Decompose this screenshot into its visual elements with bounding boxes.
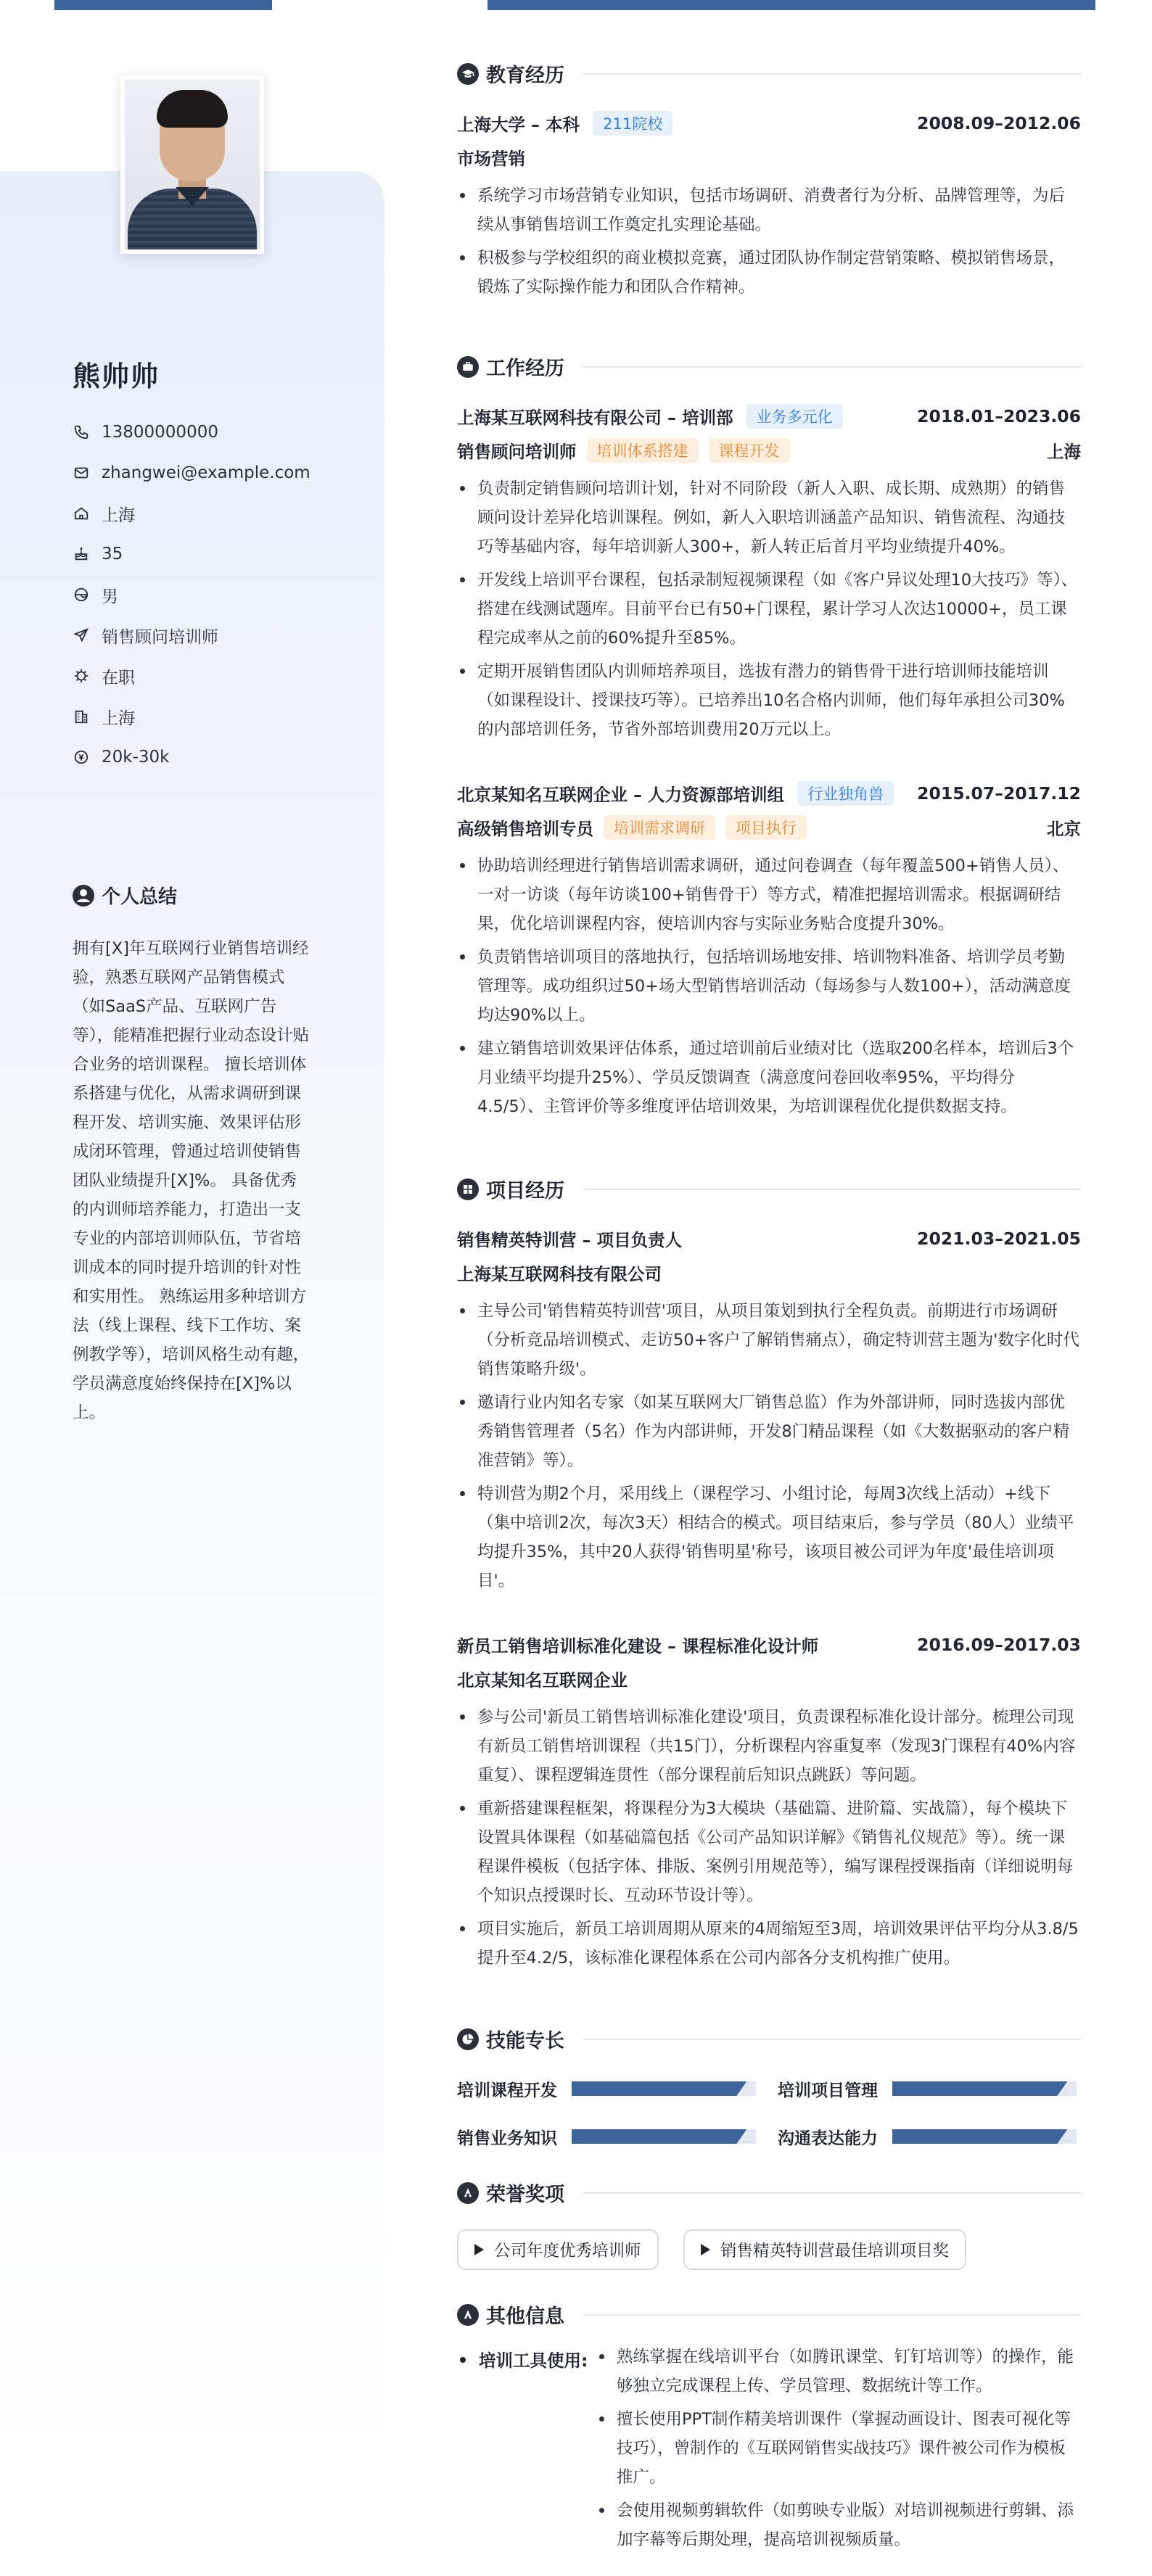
work-role: 销售顾问培训师: [457, 442, 577, 462]
info-location: [73, 493, 310, 534]
info-icon: [457, 2304, 479, 2326]
list-item: 协助培训经理进行销售培训需求调研，通过问卷调查（每年覆盖500+销售人员）、一对一访谈（每年访谈100+销售骨干）等方式，精准把握培训需求。根据调研结果，优化培训课程内容，使培训内容与实际业务贴合度提升30%。: [457, 851, 1081, 938]
avatar: [120, 75, 264, 254]
skills-heading: [457, 2025, 1081, 2053]
other-title: 其他信息: [486, 2305, 564, 2328]
project-org: 北京某知名互联网企业: [457, 1670, 628, 1690]
list-item: 熟练掌握在线培训平台（如腾讯课堂、钉钉培训等）的操作，能够独立完成课程上传、学员管理、数据统计等工作。: [596, 2342, 1081, 2400]
age-value: 35: [102, 545, 123, 564]
education-heading: [457, 59, 1081, 88]
status-value: 在职: [102, 668, 135, 688]
location-value: 上海: [102, 505, 135, 525]
building-icon: [73, 708, 90, 725]
phone-value: 13800000000: [102, 423, 218, 442]
skill-label: 销售业务知识: [457, 2129, 557, 2148]
info-position: [73, 615, 310, 656]
list-item: 定期开展销售团队内训师培养项目，选拔有潜力的销售骨干进行培训师技能培训（如课程设计、授课技巧等）。已培养出10名合格内训师，他们每年承担公司30%的内部培训任务，节省外部培训费用20万元以上。: [457, 657, 1081, 744]
other-bullets: [596, 2342, 1081, 2554]
send-icon: [73, 627, 90, 644]
list-item: 特训营为期2个月，采用线上（课程学习、小组讨论，每周3次线上活动）+线下（集中培训2次，每次3天）相结合的模式。项目结束后，参与学员（80人）业绩平均提升35%，其中20人获得'销售明星'称号，该项目被公司评为年度'最佳培训项目'。: [457, 1479, 1081, 1595]
project-entry-1: [457, 1224, 1081, 1600]
project-date: 2021.03–2021.05: [917, 1229, 1081, 1249]
list-item: 会使用视频剪辑软件（如剪映专业版）对培训视频进行剪辑、添加字幕等后期处理，提高培训视频质量。: [596, 2496, 1081, 2554]
award-label: 公司年度优秀培训师: [494, 2242, 641, 2261]
salary-value: 20k-30k: [102, 748, 170, 767]
info-status: [73, 656, 310, 696]
project-bullets: [457, 1297, 1081, 1595]
projects-title: 项目经历: [486, 1180, 564, 1202]
info-target-city: [73, 696, 310, 737]
grid-icon: [457, 1178, 479, 1200]
summary-title: 个人总结: [102, 886, 178, 908]
role-tag: 课程开发: [709, 438, 790, 463]
skills-title: 技能专长: [486, 2030, 564, 2052]
work-entry-2: [457, 779, 1081, 1126]
education-school: 上海大学 – 本科: [457, 115, 580, 135]
top-accent-bar-right: [487, 0, 1095, 10]
education-title: 教育经历: [486, 65, 564, 87]
work-company: 上海某互联网科技有限公司 – 培训部: [457, 408, 733, 428]
project-bullets: [457, 1703, 1081, 1973]
work-city: 上海: [1047, 442, 1081, 462]
info-age: [73, 534, 310, 574]
info-phone: [73, 412, 310, 453]
awards-heading: [457, 2179, 1081, 2207]
education-entry: [457, 109, 1081, 306]
work-bullets: [457, 474, 1081, 744]
list-item: 项目实施后，新员工培训周期从原来的4周缩短至3周，培训效果评估平均分从3.8/5提升至4.2/5，该标准化课程体系在公司内部各分支机构推广使用。: [457, 1915, 1081, 1973]
info-salary: [73, 737, 310, 777]
project-name: 销售精英特训营 – 项目负责人: [457, 1230, 683, 1250]
skill-bar: [892, 2081, 1077, 2096]
skill-bar: [572, 2129, 756, 2144]
skill-item: [778, 2074, 1077, 2103]
awards-title: 荣誉奖项: [486, 2184, 564, 2206]
skill-bar: [892, 2129, 1077, 2144]
summary-heading: [73, 882, 177, 909]
list-item: 系统学习市场营销专业知识，包括市场调研、消费者行为分析、品牌管理等，为后续从事销售培训工作奠定扎实理论基础。: [457, 181, 1081, 239]
work-city: 北京: [1047, 819, 1081, 839]
work-company: 北京某知名互联网企业 – 人力资源部培训组: [457, 785, 785, 805]
skill-bar: [572, 2081, 756, 2096]
summary-text: 拥有[X]年互联网行业销售培训经验，熟悉互联网产品销售模式（如SaaS产品、互联网广告等），能精准把握行业动态设计贴合业务的培训课程。 擅长培训体系搭建与优化，从需求调研到课程开发、培训实施、效果评估形成闭环管理，曾通过培训使销售团队业绩提升[X]%。 具备优秀的内训师培养能力，打造出一支专业的内部培训师队伍，节省培训成本的同时提升培训的针对性和实用性。 熟练运用多种培训方法（线上课程、线下工作坊、案例教学等），培训风格生动有趣，学员满意度始终保持在[X]%以上。: [73, 939, 310, 1422]
project-date: 2016.09–2017.03: [917, 1635, 1081, 1655]
position-value: 销售顾问培训师: [102, 627, 218, 647]
list-item: 负责销售培训项目的落地执行，包括培训场地安排、培训物料准备、培训学员考勤管理等。成功组织过50+场大型销售培训活动（每场参与人数100+），活动满意度均达90%以上。: [457, 943, 1081, 1030]
phone-icon: [73, 424, 90, 441]
award-badge: [683, 2229, 966, 2270]
work-role: 高级销售培训专员: [457, 819, 593, 839]
target-city-value: 上海: [102, 709, 135, 728]
skill-label: 培训课程开发: [457, 2081, 557, 2100]
project-entry-2: [457, 1630, 1081, 1977]
award-icon: [457, 2182, 479, 2204]
work-bullets: [457, 851, 1081, 1121]
education-tag: 211院校: [593, 111, 672, 136]
role-tag: 项目执行: [725, 815, 807, 840]
award-badge: [457, 2229, 659, 2270]
cake-icon: [73, 545, 90, 563]
candidate-name: 熊帅帅: [73, 360, 160, 392]
user-icon: [73, 885, 94, 907]
gender-value: 男: [102, 587, 118, 606]
work-date: 2018.01–2023.06: [917, 406, 1081, 426]
award-label: 销售精英特训营最佳培训项目奖: [720, 2242, 950, 2261]
contact-info-list: [73, 412, 310, 777]
other-heading: [457, 2300, 1081, 2329]
project-name: 新员工销售培训标准化建设 – 课程标准化设计师: [457, 1636, 819, 1656]
list-item: 擅长使用PPT制作精美培训课件（掌握动画设计、图表可视化等技巧），曾制作的《互联网销售实战技巧》课件被公司作为模板推广。: [596, 2405, 1081, 2492]
project-org: 上海某互联网科技有限公司: [457, 1264, 662, 1284]
list-item: 重新搭建课程框架，将课程分为3大模块（基础篇、进阶篇、实战篇），每个模块下设置具体课程（如基础篇包括《公司产品知识详解》《销售礼仪规范》等）。统一课程课件模板（包括字体、排版、案例引用规范等），编写课程授课指南（详细说明每个知识点授课时长、互动环节设计等）。: [457, 1794, 1081, 1910]
skill-item: [778, 2122, 1077, 2151]
skill-label: 培训项目管理: [778, 2081, 878, 2100]
graduation-cap-icon: [457, 63, 479, 85]
work-date: 2015.07–2017.12: [917, 783, 1081, 804]
briefcase-icon: [457, 356, 479, 378]
money-icon: [73, 748, 90, 766]
other-entry: [596, 2342, 1081, 2559]
work-entry-1: [457, 402, 1081, 748]
work-title: 工作经历: [486, 358, 564, 380]
mail-icon: [73, 464, 90, 482]
gender-icon: [73, 586, 90, 603]
top-accent-bar-left: [54, 0, 272, 10]
play-icon: [701, 2244, 710, 2255]
list-item: 参与公司'新员工销售培训标准化建设'项目，负责课程标准化设计部分。梳理公司现有新员工销售培训课程（共15门），分析课程内容重复率（发现3门课程有40%内容重复）、课程逻辑连贯性（部分课程前后知识点跳跃）等问题。: [457, 1703, 1081, 1790]
education-bullets: [457, 181, 1081, 302]
list-item: 开发线上培训平台课程，包括录制短视频课程（如《客户异议处理10大技巧》等）、搭建在线测试题库。目前平台已有50+门课程，累计学习人次达10000+，员工课程完成率从之前的60%提升至85%。: [457, 566, 1081, 653]
work-heading: [457, 352, 1081, 381]
work-company-tag: 业务多元化: [746, 404, 843, 429]
skill-label: 沟通表达能力: [778, 2129, 878, 2148]
education-major: 市场营销: [457, 149, 525, 169]
email-value: zhangwei@example.com: [102, 463, 310, 482]
list-item: 主导公司'销售精英特训营'项目，从项目策划到执行全程负责。前期进行市场调研（分析竞品培训模式、走访50+客户了解销售痛点），确定特训营主题为'数字化时代销售策略升级'。: [457, 1297, 1081, 1384]
skill-item: [457, 2122, 756, 2151]
play-icon: [474, 2244, 484, 2255]
home-icon: [73, 505, 90, 522]
other-label: 培训工具使用:: [457, 2347, 588, 2371]
list-item: 邀请行业内知名专家（如某互联网大厂销售总监）作为外部讲师，同时选拔内部优秀销售管理者（5名）作为内部讲师，开发8门精品课程（如《大数据驱动的客户精准营销》等）。: [457, 1388, 1081, 1475]
pie-chart-icon: [457, 2028, 479, 2050]
list-item: 建立销售培训效果评估体系，通过培训前后业绩对比（选取200名样本，培训后3个月业绩平均提升25%）、学员反馈调查（满意度问卷回收率95%，平均得分4.5/5）、主管评价等多维度评估培训效果，为培训课程优化提供数据支持。: [457, 1034, 1081, 1121]
skill-item: [457, 2074, 756, 2103]
status-icon: [73, 667, 90, 685]
projects-heading: [457, 1175, 1081, 1203]
role-tag: 培训体系搭建: [587, 438, 699, 463]
work-company-tag: 行业独角兽: [797, 781, 894, 806]
info-email: [73, 453, 310, 493]
info-gender: [73, 574, 310, 615]
role-tag: 培训需求调研: [604, 815, 715, 840]
education-date: 2008.09–2012.06: [917, 113, 1081, 133]
list-item: 负责制定销售顾问培训计划，针对不同阶段（新人入职、成长期、成熟期）的销售顾问设计差异化培训课程。例如，新人入职培训涵盖产品知识、销售流程、沟通技巧等基础内容，每年培训新人300+，新人转正后首月平均业绩提升40%。: [457, 474, 1081, 561]
list-item: 积极参与学校组织的商业模拟竞赛，通过团队协作制定营销策略、模拟销售场景，锻炼了实际操作能力和团队合作精神。: [457, 244, 1081, 302]
